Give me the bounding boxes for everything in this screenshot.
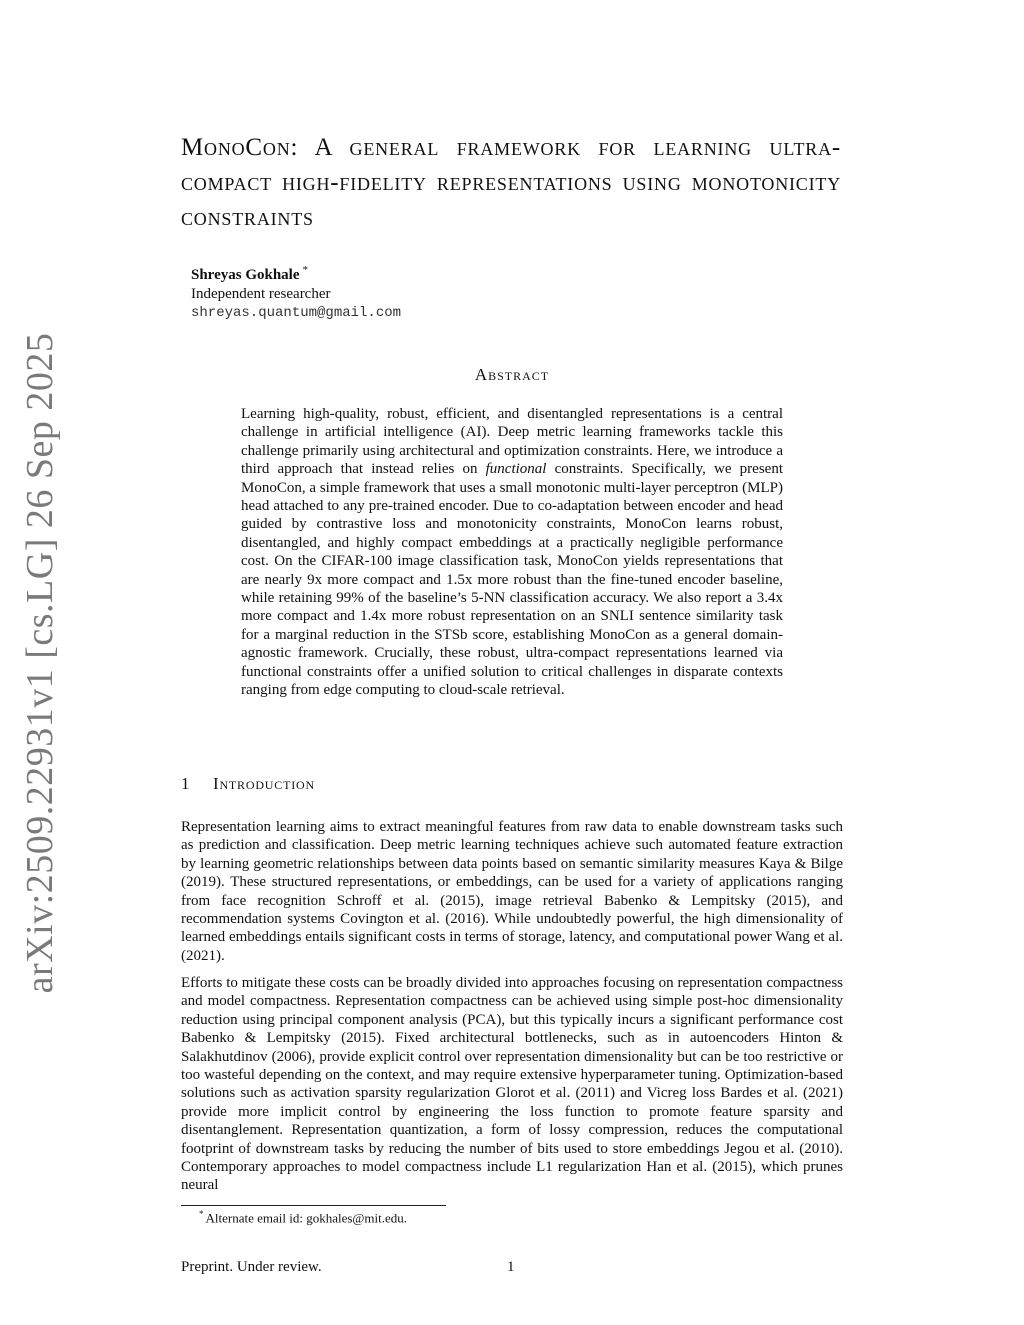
- page-number: 1: [507, 1259, 515, 1275]
- author-name: Shreyas Gokhale: [191, 267, 300, 283]
- author-footnote-mark: *: [302, 264, 308, 276]
- abstract-italic-word: functional: [485, 461, 547, 478]
- author-email: shreyas.quantum@gmail.com: [191, 305, 402, 321]
- section-heading: [181, 774, 315, 794]
- author-line: [191, 261, 401, 285]
- abstract-heading: Abstract: [474, 365, 550, 384]
- abstract-text-part-2: constraints. Specifically, we present MonoCon, a simple framework that uses a small monotonic multi-layer perceptron (MLP) head attached to any pre-trained encoder. Due to co-adaptation between encoder and head guided by contrastive loss and monotonicity constraints, MonoCon learns robust, disentangled, and highly compact embeddings at a practically negligible performance cost. On the CIFAR-100 image classification task, MonoCon yields representations that are nearly 9x more compact and 1.5x more robust than the fine-tuned encoder baseline, while retaining 99% of the baseline’s 5-NN classification accuracy. We also report a 3.4x more compact and 1.4x more robust representation on an SNLI sentence similarity task for a marginal reduction in the STSb score, establishing MonoCon as a general domain-agnostic framework. Crucially, these robust, ultra-compact representations learned via functional constraints offer a unified solution to critical challenges in disparate contexts ranging from edge computing to cloud-scale retrieval.: [241, 461, 783, 699]
- author-affiliation: Independent researcher: [191, 286, 331, 302]
- preprint-notice: Preprint. Under review.: [181, 1259, 322, 1275]
- footnote-mark: *: [199, 1209, 204, 1219]
- author-block: [191, 261, 401, 323]
- abstract-text: [241, 405, 783, 700]
- arxiv-stamp: arXiv:2509.22931v1 [cs.LG] 26 Sep 2025: [19, 332, 61, 994]
- footnote-text: Alternate email id: gokhales@mit.edu.: [205, 1210, 407, 1226]
- footnote-rule: [181, 1205, 446, 1206]
- section-title: Introduction: [213, 774, 315, 793]
- section-number: 1: [181, 774, 190, 793]
- intro-paragraph-2: Efforts to mitigate these costs can be broadly divided into approaches focusing on representation compactness and model compactness. Representation compactness can be achieved using simple post-hoc dimensionality reduction using principal component analysis (PCA), but this typically incurs a significant performance cost Babenko & Lempitsky (2015). Fixed architectural bottlenecks, such as in autoencoders Hinton & Salakhutdinov (2006), provide explicit control over representation dimensionality but can be too restrictive or too wasteful depending on the context, and may require extensive hyperparameter tuning. Optimization-based solutions such as activation sparsity regularization Glorot et al. (2011) and Vicreg loss Bardes et al. (2021) provide more implicit control by engineering the loss function to promote feature sparsity and disentanglement. Representation quantization, a form of lossy compression, reduces the computational footprint of downstream tasks by reducing the number of bits used to store embeddings Jegou et al. (2010). Contemporary approaches to model compactness include L1 regularization Han et al. (2015), which prunes neural: [181, 975, 843, 1194]
- paper-title: MonoCon: A general framework for learning ultra-compact high-fidelity representations using monotonicity constraints: [181, 134, 841, 231]
- intro-paragraph-1: Representation learning aims to extract meaningful features from raw data to enable downstream tasks such as prediction and classification. Deep metric learning techniques achieve such automated feature extraction by learning geometric relationships between data points based on semantic similarity measures Kaya & Bilge (2019). These structured representations, or embeddings, can be used for a variety of applications ranging from face recognition Schroff et al. (2015), image retrieval Babenko & Lempitsky (2015), and recommendation systems Covington et al. (2016). While undoubtedly powerful, the high dimensionality of learned embeddings entails significant costs in terms of storage, latency, and computational power Wang et al. (2021).: [181, 819, 843, 964]
- abstract-text-part-1: Learning high-quality, robust, efficient, and disentangled representations is a central challenge in artificial intelligence (AI). Deep metric learning frameworks tackle this challenge primarily using architectural and optimization constraints. Here, we introduce a third approach that instead relies on: [241, 406, 783, 478]
- footnote: [199, 1209, 407, 1226]
